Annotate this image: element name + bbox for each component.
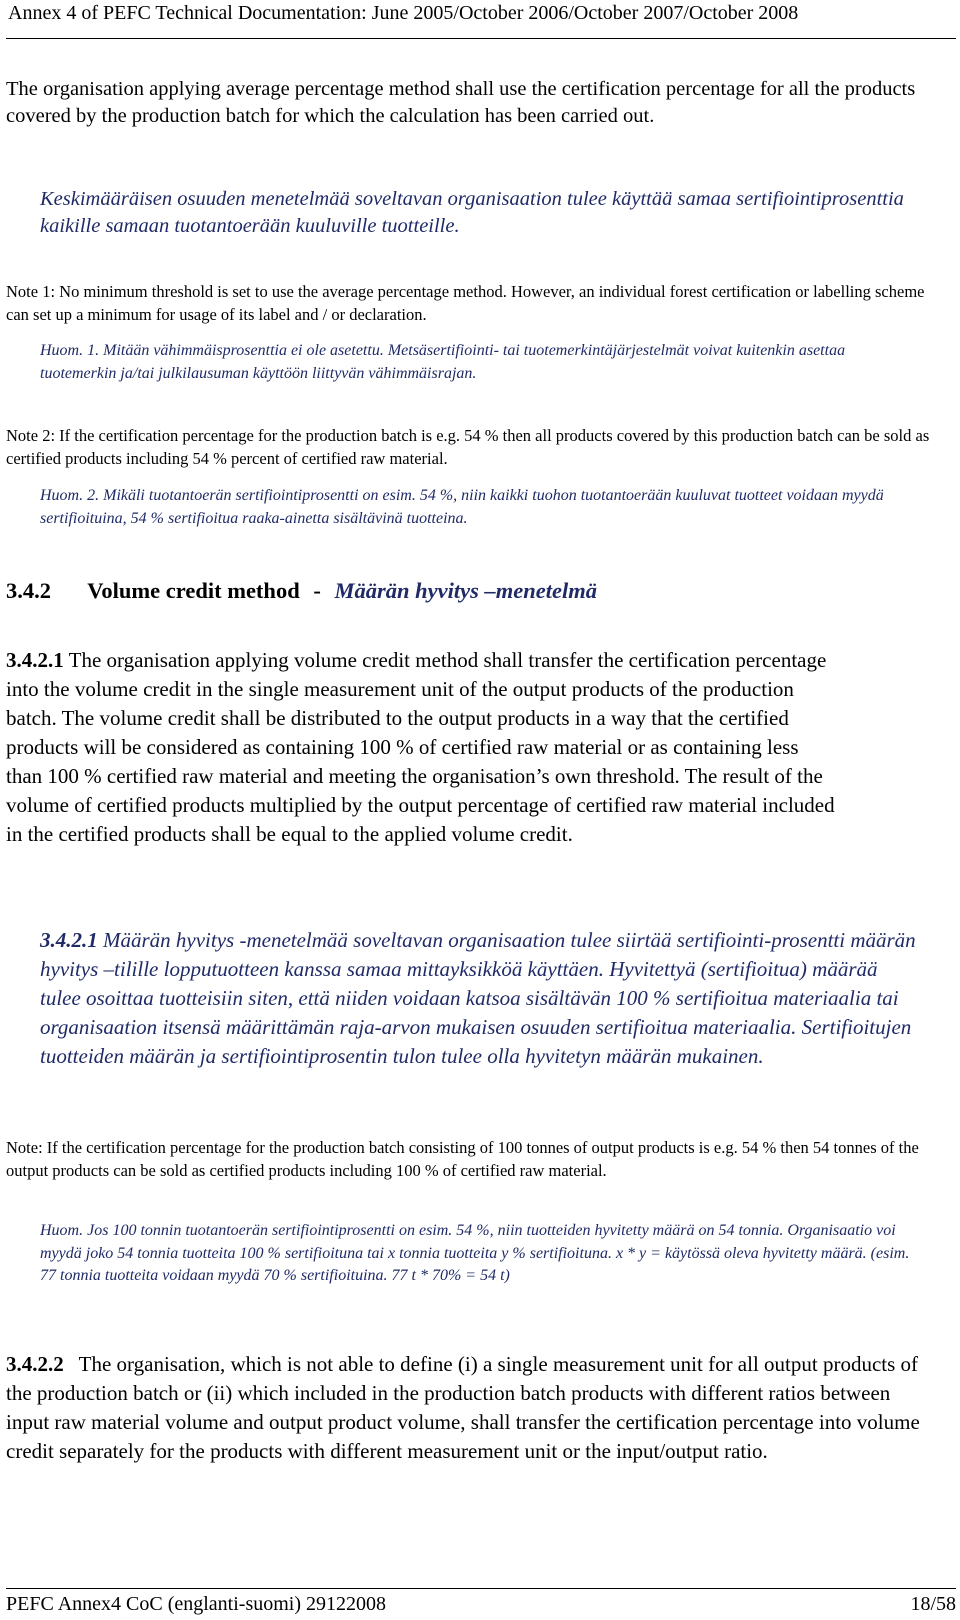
clause-3-4-2-2 <box>6 1350 931 1466</box>
paragraph-en: The organisation applying average percentage method shall use the certification percentage for all the products covered by the production batch for which the calculation has been carried out. <box>6 78 916 127</box>
note-2-fi: Huom. 2. Mikäli tuotantoerän sertifiointiprosentti on esim. 54 %, niin kaikki tuohon tuotantoerään kuuluvat tuotteet voidaan myydä sertifioituina, 54 % sertifioitua raaka-ainetta sisältävinä tuotteina. <box>40 487 884 527</box>
section-title-fi: Määrän hyvitys –menetelmä <box>334 578 597 603</box>
clause-number-2: 3.4.2.2 <box>6 1352 64 1376</box>
section-number: 3.4.2 <box>6 578 51 603</box>
section-separator: - <box>313 578 321 603</box>
clause-3-4-2-1-fi <box>40 926 920 1071</box>
page-header <box>6 0 956 39</box>
clause-3-4-2-1-en <box>6 646 836 849</box>
paragraph-fi: Keskimääräisen osuuden menetelmää soveltavan organisaation tulee käyttää samaa sertifiointiprosenttia kaikille samaan tuotantoerään kuuluville tuotteille. <box>40 188 904 237</box>
clause-text-fi: Määrän hyvitys -menetelmää soveltavan organisaation tulee siirtää sertifiointi-prosentti määrän hyvitys –tilille lopputuotteen kanssa samaa mittayksikköä käyttäen. Hyvitettyä (sertifioitua) määrää tulee osoittaa tuotteisiin siten, että niiden voidaan katsoa sisältävän 100 % sertifioitua materiaalia tai organisaation itsensä määrittämän raja-arvon mukaisen osuuden sertifioitua materiaalia. Sertifioitujen tuotteiden määrän ja sertifiointiprosentin tulon tulee olla hyvitetyn määrän mukainen. <box>40 928 916 1068</box>
footer-page-number: 18/58 <box>910 1593 956 1615</box>
clause-text: The organisation applying volume credit method shall transfer the certification percentage into the volume credit in the single measurement unit of the output products of the production batch. The volume credit shall be distributed to the output products in a way that the certified products will be considered as containing 100 % of certified raw material or as containing less than 100 % certified raw material and meeting the organisation’s own threshold. The result of the volume of certified products multiplied by the output percentage of certified raw material included in the certified products shall be equal to the applied volume credit. <box>6 648 835 846</box>
note-1-en: Note 1: No minimum threshold is set to use the average percentage method. However, an individual forest certification or labelling scheme can set up a minimum for usage of its label and / or declaration. <box>6 282 925 324</box>
clause-number-fi: 3.4.2.1 <box>40 928 98 952</box>
clause-text-2: The organisation, which is not able to define (i) a single measurement unit for all output products of the production batch or (ii) which included in the production batch products with different ratios between input raw material volume and output product volume, shall transfer the certification percentage into volume credit separately for the products with different measurement unit or the input/output ratio. <box>6 1352 920 1463</box>
note-2-en: Note 2: If the certification percentage for the production batch is e.g. 54 % then all products covered by this production batch can be sold as certified products including 54 % percent of certified raw material. <box>6 426 930 468</box>
note-3-en: Note: If the certification percentage for the production batch consisting of 100 tonnes of output products is e.g. 54 % then 54 tonnes of the output products can be sold as certified products including 100 % of certified raw material. <box>6 1138 919 1180</box>
header-title: Annex 4 of PEFC Technical Documentation: June 2005/October 2006/October 2007/October 2008 <box>8 2 799 24</box>
page-footer <box>6 1588 956 1620</box>
clause-number: 3.4.2.1 <box>6 648 64 672</box>
footer-document-id: PEFC Annex4 CoC (englanti-suomi) 29122008 <box>6 1593 386 1615</box>
section-title-en: Volume credit method <box>87 578 300 603</box>
note-1-fi: Huom. 1. Mitään vähimmäisprosenttia ei ole asetettu. Metsäsertifiointi- tai tuotemerkintäjärjestelmät voivat kuitenkin asettaa tuotemerkin ja/tai julkilausuman käyttöön liittyvän vähimmäisrajan. <box>40 342 846 382</box>
section-heading <box>6 578 936 604</box>
note-3-fi: Huom. Jos 100 tonnin tuotantoerän sertifiointiprosentti on esim. 54 %, niin tuotteiden hyvitetty määrä on 54 tonnia. Organisaatio voi myydä joko 54 tonnia tuotteita 100 % sertifioituna tai x tonnia tuotteita y % sertifioituna. x * y = käytössä oleva hyvitetty määrä. (esim. 77 tonnia tuotteita voidaan myydä 70 % sertifioituina. 77 t * 70% = 54 t) <box>40 1222 910 1284</box>
